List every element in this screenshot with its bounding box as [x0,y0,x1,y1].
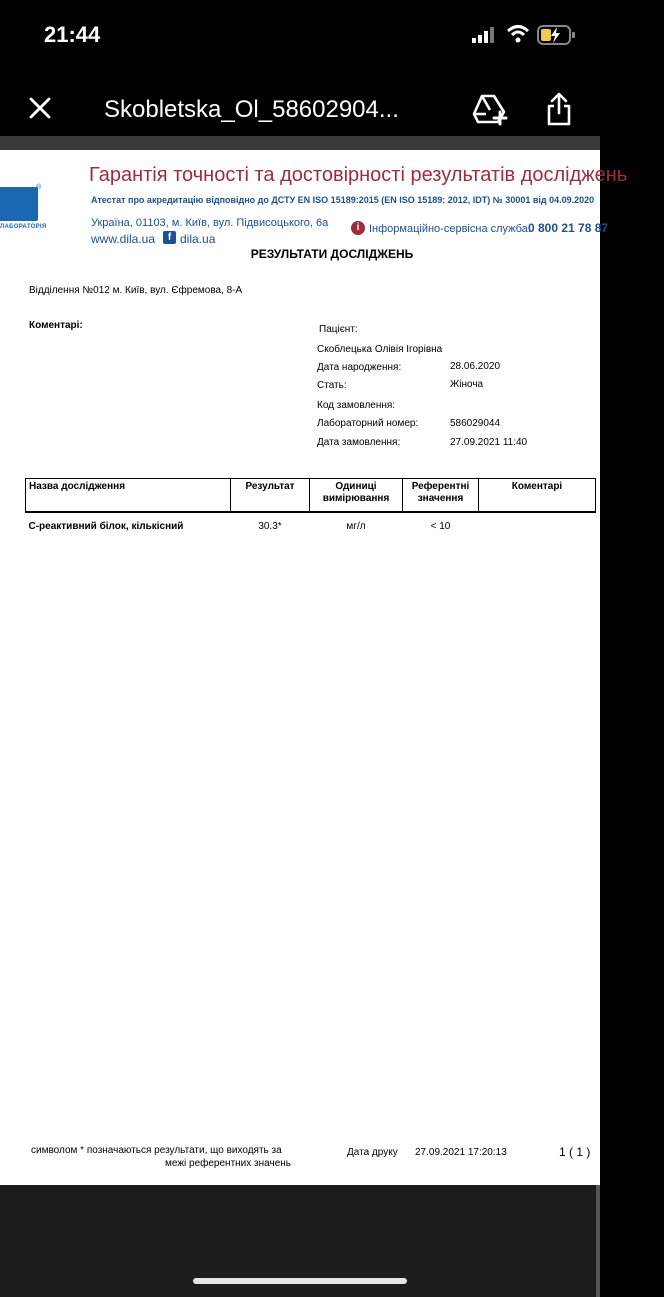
results-table [25,478,596,532]
results-title: РЕЗУЛЬТАТИ ДОСЛІДЖЕНЬ [250,247,414,261]
branch-address: Відділення №012 м. Київ, вул. Єфремова, 8-А [29,285,243,296]
facebook-icon: f [163,231,176,244]
order-date-value: 27.09.2021 11:40 [450,437,528,448]
dob-value: 28.06.2020 [450,361,501,372]
lab-logo [0,187,38,221]
cell-reference: < 10 [430,521,451,532]
table-header-row [26,479,596,513]
bottom-area [0,1185,600,1297]
add-to-drive-icon[interactable] [472,92,508,126]
top-scrollbar[interactable] [0,136,600,150]
share-icon[interactable] [546,92,572,126]
cell-units: мг/л [346,521,366,532]
accreditation-text: Атестат про акредитацію відповідно до ДСТУ EN ISO 15189:2015 (EN ISO 15189: 2012, IDT) № 30001 від 04.09.2020 [91,195,595,205]
info-icon: i [351,221,365,235]
header-headline: Гарантія точності та достовірності результатів досліджень [89,164,628,186]
cell-comment [479,512,596,532]
col-header-reference-line1: Референтні [411,481,470,492]
dob-label: Дата народження: [317,362,402,373]
sex-label: Стать: [317,380,347,391]
col-header-result: Результат [231,479,310,513]
patient-name: Скоблецька Олівія Ігорівна [317,344,443,355]
patient-label: Пацієнт: [319,324,358,335]
table-row [26,512,596,532]
status-time: 21:44 [44,22,101,47]
cell-result: 30.3* [258,521,282,532]
registered-mark-icon: ® [36,184,42,191]
info-service-phone[interactable]: 0 800 21 78 87 [528,221,609,235]
status-bar [0,0,600,70]
order-date-label: Дата замовлення: [317,437,401,448]
vertical-scrollbar[interactable] [596,1185,600,1297]
print-date-label: Дата друку [347,1147,398,1158]
col-header-comments: Коментарі [479,479,596,513]
wifi-icon [506,24,530,44]
website-link[interactable]: www.dila.ua [91,232,156,246]
col-header-units [310,479,403,513]
col-header-units-line2: вимірювання [322,493,390,504]
home-indicator[interactable] [193,1278,407,1284]
print-date-value: 27.09.2021 17:20:13 [415,1147,507,1158]
info-service-label: Інформаційно-сервісна служба: [369,223,531,235]
col-header-reference [403,479,479,513]
close-icon[interactable] [28,96,52,120]
battery-charging-icon [537,24,577,46]
logo-subtitle: ЛАБОРАТОРІЯ [0,224,47,230]
col-header-name: Назва дослідження [26,479,231,513]
cell-test-name: С-реактивний білок, кількісний [28,521,184,532]
lab-address: Україна, 01103, м. Київ, вул. Підвисоцького, 6а [91,217,329,229]
facebook-link[interactable]: dila.ua [180,232,216,246]
sex-value: Жіноча [450,379,484,390]
footnote-line1: символом * позначаються результати, що виходять за [31,1145,282,1156]
file-title: Skobletska_Ol_58602904... [104,96,399,123]
footnote-line2: межі референтних значень [165,1158,291,1169]
comments-label: Коментарі: [29,320,83,331]
lab-number-label: Лабораторний номер: [317,418,419,429]
cellular-signal-icon [472,27,496,43]
order-code-label: Код замовлення: [317,400,396,411]
page-number: 1 ( 1 ) [559,1145,591,1159]
viewer-toolbar [0,70,600,136]
pdf-page [0,150,628,1185]
col-header-reference-line2: значення [417,493,464,504]
lab-number-value: 586029044 [450,418,501,429]
col-header-units-line1: Одиниці [335,481,377,492]
